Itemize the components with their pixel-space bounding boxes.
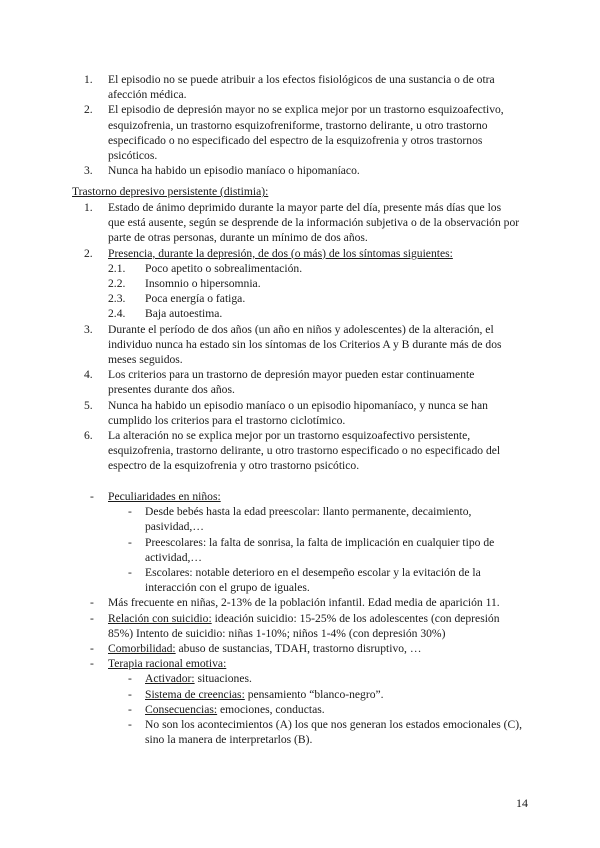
sub-item: 2.3. Poca energía o fatiga. — [108, 292, 246, 306]
criterion-item: 3. Durante el período de dos años (un año en niños y adolescentes) de la alteración, el individuo nunca ha estado sin los síntomas de los Criterios A y B durante más de dos meses seguidos. — [84, 322, 502, 367]
sub-note-item: - Activador: situaciones. — [128, 672, 252, 686]
criteria-list — [0, 200, 600, 474]
sub-note-item: - No son los acontecimientos (A) los que nos generan los estados emocionales (C), sino la manera de interpretarlos (B). — [128, 718, 523, 747]
top-list — [0, 72, 600, 178]
note-item: - Relación con suicidio: ideación suicidio: 15-25% de los adolescentes (con depresión 85%) Intento de suicidio: niñas 1-10%; niños 1-4% (con depresión 30%) — [90, 611, 500, 640]
sub-note-item: - Desde bebés hasta la edad preescolar: llanto permanente, decaimiento, pasividad,… — [128, 505, 472, 534]
criterion-item: 2. Presencia, durante la depresión, de dos (o más) de los síntomas siguientes: — [84, 246, 453, 260]
section-heading: Trastorno depresivo persistente (distimia): — [72, 185, 269, 198]
page-number: 14 — [516, 796, 528, 810]
note-item: - Peculiaridades en niños: — [90, 490, 221, 503]
list-item: 2. El episodio de depresión mayor no se explica mejor por un trastorno esquizoafectivo, esquizofrenia, un trastorno esquizofreniforme, trastorno delirante, u otro trastorno especificado o no especificado del espectro de la esquizofrenia y otros trastornos psicóticos. — [84, 103, 504, 163]
criterion-item: 4. Los criterios para un trastorno de depresión mayor pueden estar continuamente presentes durante dos años. — [84, 368, 475, 397]
sub-item: 2.2. Insomnio o hipersomnia. — [108, 277, 261, 291]
note-item: - Comorbilidad: abuso de sustancias, TDAH, trastorno disruptivo, … — [90, 642, 422, 656]
criterion-item: 6. La alteración no se explica mejor por un trastorno esquizoafectivo persistente, esquizofrenia, trastorno delirante, u otro trastorno especificado o no especificado del espectro de la esquizofrenia y otro trastorno psicótico. — [84, 429, 501, 473]
note-item: - Terapia racional emotiva: — [90, 657, 227, 671]
sub-note-item: - Sistema de creencias: pensamiento “blanco-negro”. — [128, 687, 384, 701]
sub-note-item: - Escolares: notable deterioro en el desempeño escolar y la evitación de la interacción con el grupo de iguales. — [128, 566, 481, 595]
criterion-item: 5. Nunca ha habido un episodio maníaco o un episodio hipomaníaco, y nunca se han cumplido los criterios para el trastorno ciclotímico. — [84, 398, 488, 427]
sub-item: 2.4. Baja autoestima. — [108, 307, 223, 321]
sub-note-item: - Preescolares: la falta de sonrisa, la falta de implicación en cualquier tipo de actividad,… — [128, 535, 495, 564]
criterion-item: 1. Estado de ánimo deprimido durante la mayor parte del día, presente más días que los que está ausente, según se desprende de la información subjetiva o de la observación por parte de otras personas, durante un mínimo de dos años. — [84, 201, 520, 245]
note-item: - Más frecuente en niñas, 2-13% de la población infantil. Edad media de aparición 11. — [90, 596, 500, 610]
notes-list — [0, 489, 600, 747]
sub-item: 2.1. Poco apetito o sobrealimentación. — [108, 261, 303, 275]
sub-note-item: - Consecuencias: emociones, conductas. — [128, 702, 325, 716]
list-item: 3. Nunca ha habido un episodio maníaco o hipomaníaco. — [84, 164, 360, 178]
list-item: 1. El episodio no se puede atribuir a los efectos fisiológicos de una sustancia o de otra afección médica. — [84, 73, 495, 102]
